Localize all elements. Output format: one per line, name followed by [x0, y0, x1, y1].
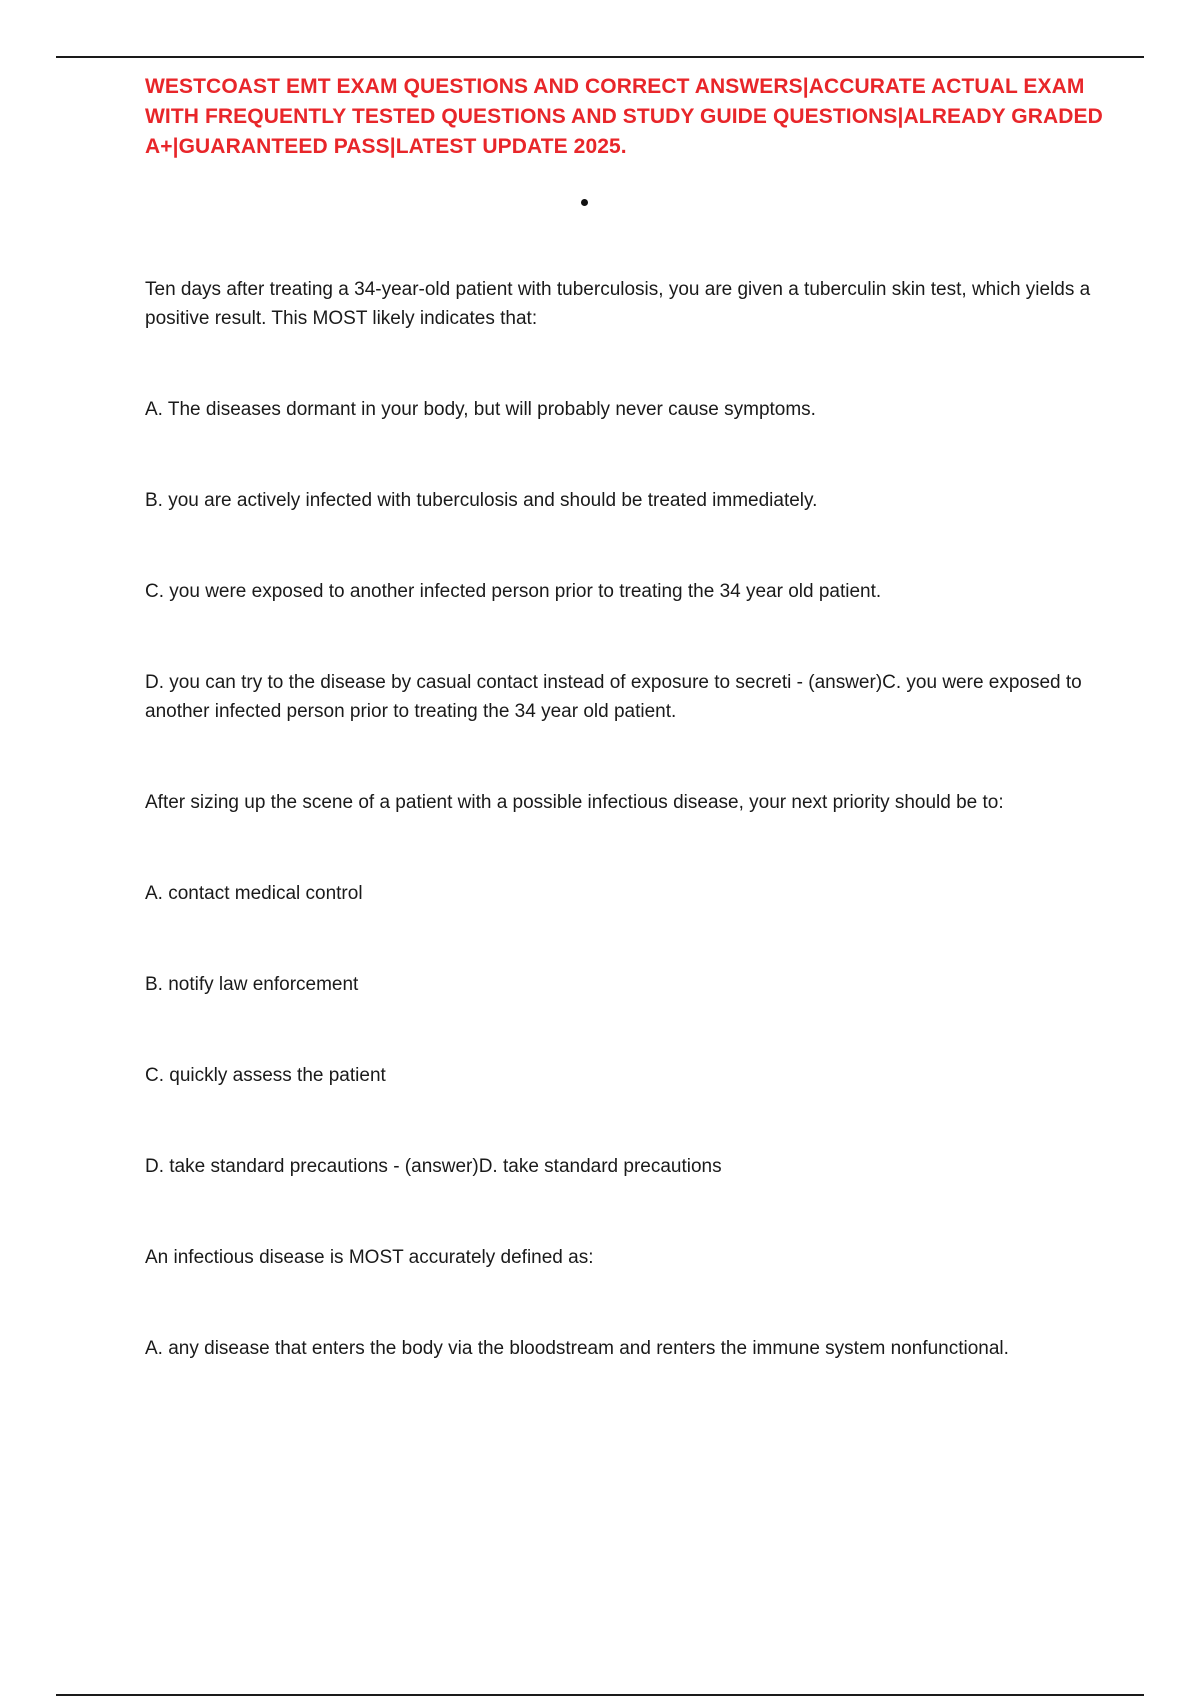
- bottom-rule: [56, 1694, 1144, 1696]
- document-title: WESTCOAST EMT EXAM QUESTIONS AND CORRECT ANSWERS|ACCURATE ACTUAL EXAM WITH FREQUENTLY TESTED QUESTIONS AND STUDY GUIDE QUESTIONS|ALREADY GRADED A+|GUARANTEED PASS|LATEST UPDATE 2025.: [145, 75, 1103, 158]
- document-header: [145, 72, 1105, 162]
- bullet-marker: [581, 199, 588, 206]
- q1-option-b: B. you are actively infected with tuberculosis and should be treated immediately.: [145, 490, 818, 511]
- question-1: Ten days after treating a 34-year-old patient with tuberculosis, you are given a tuberculin skin test, which yields a positive result. This MOST likely indicates that:: [145, 279, 1091, 329]
- q1-option-d-answer: D. you can try to the disease by casual contact instead of exposure to secreti - (answer)C. you were exposed to another infected person prior to treating the 34 year old patient.: [145, 672, 1082, 722]
- q1-option-a: A. The diseases dormant in your body, but will probably never cause symptoms.: [145, 399, 816, 420]
- top-rule: [56, 56, 1144, 58]
- question-list: [145, 275, 1105, 1425]
- q2-option-d-answer: D. take standard precautions - (answer)D. take standard precautions: [145, 1156, 722, 1177]
- q3-option-a: A. any disease that enters the body via the bloodstream and renters the immune system nonfunctional.: [145, 1338, 1009, 1359]
- q1-option-c: C. you were exposed to another infected person prior to treating the 34 year old patient.: [145, 581, 882, 602]
- q2-option-a: A. contact medical control: [145, 883, 363, 904]
- q2-option-b: B. notify law enforcement: [145, 974, 359, 995]
- question-3: An infectious disease is MOST accurately defined as:: [145, 1247, 594, 1268]
- q2-option-c: C. quickly assess the patient: [145, 1065, 386, 1086]
- question-2: After sizing up the scene of a patient with a possible infectious disease, your next priority should be to:: [145, 792, 1004, 813]
